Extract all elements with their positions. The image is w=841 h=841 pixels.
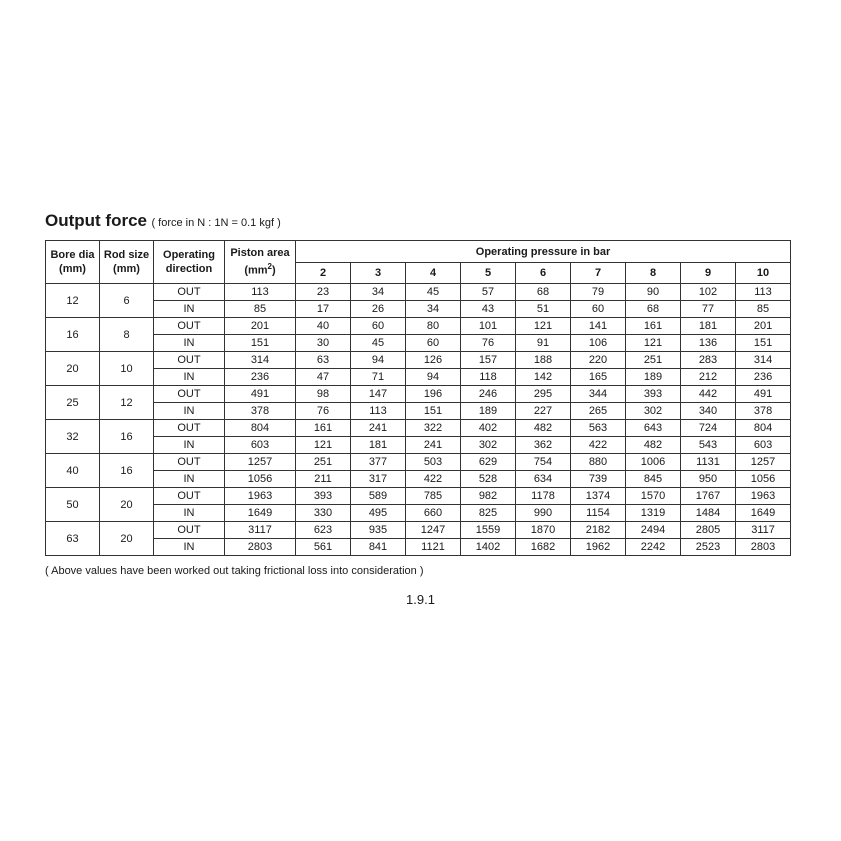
table-row	[46, 403, 791, 420]
force-cell: 151	[406, 403, 461, 420]
rod-cell: 16	[100, 420, 154, 454]
force-cell: 142	[516, 369, 571, 386]
rod-cell: 12	[100, 386, 154, 420]
rod-cell: 6	[100, 284, 154, 318]
force-cell: 94	[406, 369, 461, 386]
bore-cell: 20	[46, 352, 100, 386]
direction-cell: OUT	[154, 352, 225, 369]
table-row	[46, 522, 791, 539]
force-cell: 1257	[736, 454, 791, 471]
force-cell: 211	[296, 471, 351, 488]
table-row	[46, 318, 791, 335]
direction-cell: OUT	[154, 420, 225, 437]
header-pressure-value: 3	[351, 263, 406, 284]
force-cell: 302	[626, 403, 681, 420]
force-cell: 265	[571, 403, 626, 420]
force-cell: 85	[736, 301, 791, 318]
header-pressure-value: 5	[461, 263, 516, 284]
table-row	[46, 539, 791, 556]
bore-cell: 16	[46, 318, 100, 352]
direction-cell: OUT	[154, 522, 225, 539]
force-cell: 3117	[736, 522, 791, 539]
force-cell: 113	[736, 284, 791, 301]
force-cell: 47	[296, 369, 351, 386]
force-cell: 118	[461, 369, 516, 386]
force-cell: 322	[406, 420, 461, 437]
force-cell: 251	[626, 352, 681, 369]
force-cell: 739	[571, 471, 626, 488]
header-rod: Rod size (mm)	[100, 241, 154, 284]
header-pressure-value: 8	[626, 263, 681, 284]
force-cell: 1649	[736, 505, 791, 522]
force-cell: 393	[626, 386, 681, 403]
force-cell: 136	[681, 335, 736, 352]
direction-cell: IN	[154, 335, 225, 352]
force-cell: 982	[461, 488, 516, 505]
force-cell: 825	[461, 505, 516, 522]
force-cell: 2494	[626, 522, 681, 539]
table-row	[46, 505, 791, 522]
direction-cell: OUT	[154, 454, 225, 471]
force-cell: 79	[571, 284, 626, 301]
force-cell: 101	[461, 318, 516, 335]
force-cell: 634	[516, 471, 571, 488]
area-cell: 201	[225, 318, 296, 335]
output-force-table	[45, 240, 791, 556]
bore-cell: 25	[46, 386, 100, 420]
force-cell: 17	[296, 301, 351, 318]
force-cell: 102	[681, 284, 736, 301]
force-cell: 302	[461, 437, 516, 454]
force-cell: 121	[296, 437, 351, 454]
force-cell: 161	[626, 318, 681, 335]
direction-cell: IN	[154, 471, 225, 488]
table-row	[46, 352, 791, 369]
force-cell: 188	[516, 352, 571, 369]
force-cell: 2805	[681, 522, 736, 539]
force-cell: 314	[736, 352, 791, 369]
force-cell: 60	[406, 335, 461, 352]
header-pressure-value: 4	[406, 263, 461, 284]
table-row	[46, 335, 791, 352]
force-cell: 503	[406, 454, 461, 471]
force-cell: 251	[296, 454, 351, 471]
force-cell: 34	[351, 284, 406, 301]
table-row	[46, 301, 791, 318]
force-cell: 34	[406, 301, 461, 318]
force-cell: 442	[681, 386, 736, 403]
page-title	[45, 211, 281, 231]
force-cell: 2242	[626, 539, 681, 556]
force-cell: 98	[296, 386, 351, 403]
direction-cell: IN	[154, 369, 225, 386]
force-cell: 643	[626, 420, 681, 437]
direction-cell: IN	[154, 301, 225, 318]
force-cell: 1006	[626, 454, 681, 471]
force-cell: 935	[351, 522, 406, 539]
force-cell: 1247	[406, 522, 461, 539]
force-cell: 2182	[571, 522, 626, 539]
force-cell: 1178	[516, 488, 571, 505]
force-cell: 40	[296, 318, 351, 335]
bore-cell: 50	[46, 488, 100, 522]
force-cell: 1374	[571, 488, 626, 505]
force-cell: 80	[406, 318, 461, 335]
direction-cell: OUT	[154, 284, 225, 301]
force-cell: 147	[351, 386, 406, 403]
rod-cell: 8	[100, 318, 154, 352]
force-cell: 1870	[516, 522, 571, 539]
force-cell: 2523	[681, 539, 736, 556]
force-cell: 1484	[681, 505, 736, 522]
force-cell: 804	[736, 420, 791, 437]
bore-cell: 63	[46, 522, 100, 556]
page-number: 1.9.1	[406, 592, 435, 607]
table-row	[46, 420, 791, 437]
force-cell: 181	[351, 437, 406, 454]
force-cell: 362	[516, 437, 571, 454]
force-cell: 785	[406, 488, 461, 505]
force-cell: 482	[626, 437, 681, 454]
force-cell: 60	[351, 318, 406, 335]
title-main: Output force	[45, 211, 147, 230]
force-cell: 528	[461, 471, 516, 488]
area-cell: 378	[225, 403, 296, 420]
bore-cell: 40	[46, 454, 100, 488]
force-cell: 482	[516, 420, 571, 437]
area-cell: 1963	[225, 488, 296, 505]
force-cell: 68	[626, 301, 681, 318]
force-cell: 189	[626, 369, 681, 386]
force-cell: 543	[681, 437, 736, 454]
force-cell: 377	[351, 454, 406, 471]
direction-cell: IN	[154, 539, 225, 556]
force-cell: 1121	[406, 539, 461, 556]
area-cell: 2803	[225, 539, 296, 556]
direction-cell: OUT	[154, 386, 225, 403]
force-cell: 43	[461, 301, 516, 318]
direction-cell: IN	[154, 437, 225, 454]
force-cell: 121	[516, 318, 571, 335]
force-cell: 754	[516, 454, 571, 471]
header-bore: Bore dia (mm)	[46, 241, 100, 284]
force-cell: 26	[351, 301, 406, 318]
force-cell: 165	[571, 369, 626, 386]
area-cell: 491	[225, 386, 296, 403]
table-row	[46, 488, 791, 505]
force-cell: 1402	[461, 539, 516, 556]
force-cell: 63	[296, 352, 351, 369]
force-cell: 236	[736, 369, 791, 386]
table-body	[46, 284, 791, 556]
force-cell: 241	[351, 420, 406, 437]
force-cell: 990	[516, 505, 571, 522]
force-cell: 71	[351, 369, 406, 386]
header-pressure-value: 10	[736, 263, 791, 284]
force-cell: 295	[516, 386, 571, 403]
direction-cell: IN	[154, 505, 225, 522]
table-row	[46, 386, 791, 403]
force-cell: 330	[296, 505, 351, 522]
force-cell: 106	[571, 335, 626, 352]
force-cell: 880	[571, 454, 626, 471]
force-cell: 51	[516, 301, 571, 318]
rod-cell: 20	[100, 488, 154, 522]
force-cell: 161	[296, 420, 351, 437]
force-cell: 589	[351, 488, 406, 505]
force-cell: 1154	[571, 505, 626, 522]
force-cell: 623	[296, 522, 351, 539]
force-cell: 227	[516, 403, 571, 420]
force-cell: 45	[406, 284, 461, 301]
area-cell: 804	[225, 420, 296, 437]
force-cell: 45	[351, 335, 406, 352]
rod-cell: 20	[100, 522, 154, 556]
force-cell: 950	[681, 471, 736, 488]
force-cell: 76	[296, 403, 351, 420]
force-cell: 629	[461, 454, 516, 471]
force-cell: 23	[296, 284, 351, 301]
area-cell: 85	[225, 301, 296, 318]
force-cell: 151	[736, 335, 791, 352]
force-cell: 563	[571, 420, 626, 437]
force-cell: 1131	[681, 454, 736, 471]
force-cell: 201	[736, 318, 791, 335]
force-cell: 422	[571, 437, 626, 454]
force-cell: 1962	[571, 539, 626, 556]
force-cell: 393	[296, 488, 351, 505]
bore-cell: 32	[46, 420, 100, 454]
area-cell: 151	[225, 335, 296, 352]
force-cell: 1559	[461, 522, 516, 539]
force-cell: 220	[571, 352, 626, 369]
force-cell: 845	[626, 471, 681, 488]
area-cell: 3117	[225, 522, 296, 539]
force-cell: 76	[461, 335, 516, 352]
force-cell: 841	[351, 539, 406, 556]
force-cell: 344	[571, 386, 626, 403]
force-cell: 1056	[736, 471, 791, 488]
table-row	[46, 471, 791, 488]
force-cell: 603	[736, 437, 791, 454]
table-row	[46, 369, 791, 386]
force-cell: 1319	[626, 505, 681, 522]
footnote: ( Above values have been worked out taking frictional loss into consideration )	[45, 565, 424, 577]
force-cell: 94	[351, 352, 406, 369]
table-row	[46, 454, 791, 471]
force-cell: 181	[681, 318, 736, 335]
header-pressure-value: 9	[681, 263, 736, 284]
rod-cell: 10	[100, 352, 154, 386]
force-cell: 491	[736, 386, 791, 403]
header-pressure-value: 2	[296, 263, 351, 284]
force-cell: 402	[461, 420, 516, 437]
header-pressure-value: 6	[516, 263, 571, 284]
force-cell: 422	[406, 471, 461, 488]
table-row	[46, 284, 791, 301]
force-cell: 495	[351, 505, 406, 522]
area-cell: 236	[225, 369, 296, 386]
direction-cell: OUT	[154, 488, 225, 505]
area-cell: 603	[225, 437, 296, 454]
force-cell: 724	[681, 420, 736, 437]
force-cell: 121	[626, 335, 681, 352]
force-cell: 378	[736, 403, 791, 420]
force-cell: 317	[351, 471, 406, 488]
force-cell: 241	[406, 437, 461, 454]
force-cell: 561	[296, 539, 351, 556]
force-cell: 1963	[736, 488, 791, 505]
rod-cell: 16	[100, 454, 154, 488]
area-cell: 113	[225, 284, 296, 301]
force-cell: 90	[626, 284, 681, 301]
bore-cell: 12	[46, 284, 100, 318]
force-cell: 196	[406, 386, 461, 403]
force-cell: 1767	[681, 488, 736, 505]
header-area: Piston area $(mm^2)$	[225, 241, 296, 284]
force-cell: 77	[681, 301, 736, 318]
force-cell: 189	[461, 403, 516, 420]
direction-cell: IN	[154, 403, 225, 420]
title-subtitle: ( force in N : 1N = 0.1 kgf )	[151, 217, 281, 229]
force-cell: 2803	[736, 539, 791, 556]
area-cell: 1056	[225, 471, 296, 488]
table-row	[46, 437, 791, 454]
header-direction: Operating direction	[154, 241, 225, 284]
force-cell: 113	[351, 403, 406, 420]
area-cell: 314	[225, 352, 296, 369]
force-cell: 157	[461, 352, 516, 369]
area-cell: 1649	[225, 505, 296, 522]
force-cell: 1682	[516, 539, 571, 556]
force-cell: 126	[406, 352, 461, 369]
force-cell: 283	[681, 352, 736, 369]
force-cell: 141	[571, 318, 626, 335]
force-cell: 60	[571, 301, 626, 318]
force-cell: 212	[681, 369, 736, 386]
force-cell: 246	[461, 386, 516, 403]
force-cell: 91	[516, 335, 571, 352]
force-cell: 68	[516, 284, 571, 301]
force-cell: 340	[681, 403, 736, 420]
force-cell: 660	[406, 505, 461, 522]
header-pressure: Operating pressure in bar	[296, 241, 791, 263]
force-cell: 1570	[626, 488, 681, 505]
force-cell: 30	[296, 335, 351, 352]
direction-cell: OUT	[154, 318, 225, 335]
area-cell: 1257	[225, 454, 296, 471]
force-cell: 57	[461, 284, 516, 301]
header-row	[46, 241, 791, 263]
header-pressure-value: 7	[571, 263, 626, 284]
